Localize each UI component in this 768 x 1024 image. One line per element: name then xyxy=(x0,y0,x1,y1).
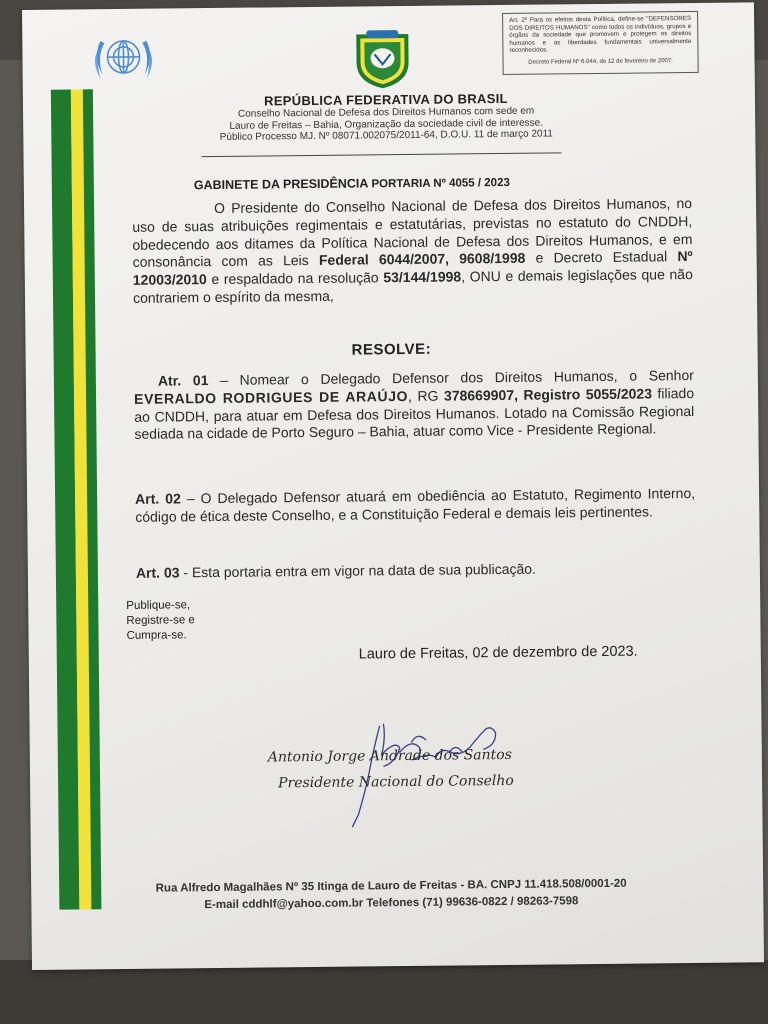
gabinete-title: GABINETE DA PRESIDÊNCIA xyxy=(193,176,369,193)
article-2-text: – O Delegado Defensor atuará em obediência ao Estatuto, Regimento Interno, código de ética deste Conselho, e a Constituição Federal e demais leis pertinentes. xyxy=(135,484,696,525)
registre-line: Registre-se e xyxy=(126,614,195,627)
footer-contact xyxy=(131,875,651,914)
portaria-number: PORTARIA Nº 4055 / 2023 xyxy=(371,176,510,191)
article-1-text-1: – Nomear o Delegado Defensor dos Direitos Humanos, o Senhor xyxy=(208,366,694,389)
preamble-text-3: e respaldado na resolução xyxy=(206,269,384,288)
resolve-heading: RESOLVE: xyxy=(351,340,432,359)
article-3-label: Art. 03 xyxy=(135,564,180,581)
preamble-text-4: , ONU e demais legislações que não contrariem o espírito da mesma, xyxy=(132,266,693,306)
decree-reference: Decreto Federal Nº 6.044, de 12 de fevereiro de 2007. xyxy=(528,58,673,66)
article-1 xyxy=(134,367,695,444)
council-line-3: Público Processo MJ. Nº 08071.002075/2011-64, D.O.U. 11 de março 2011 xyxy=(219,128,554,143)
cumpra-line: Cumpra-se. xyxy=(126,629,187,642)
place-and-date: Lauro de Freitas, 02 de dezembro de 2023. xyxy=(358,643,638,663)
preamble-text-2: e Decreto Estadual xyxy=(525,248,678,267)
publication-clause xyxy=(126,598,195,644)
header-divider xyxy=(202,152,562,157)
appointee-name: EVERALDO RODRIGUES DE ARAÚJO xyxy=(133,387,409,407)
council-seal-icon xyxy=(350,28,415,91)
preamble-text-1: O Presidente do Conselho Nacional de Defesa dos Direitos Humanos, no uso de suas atribuições regimentais e estatutárias, previstas no estatuto do CNDDH, obedecendo aos ditames da Política Nacional de Defesa dos Direitos Humanos, e em consonância com as Leis xyxy=(132,194,693,271)
article-3 xyxy=(136,559,696,583)
article-3-text: - Esta portaria entra em vigor na data de sua publicação. xyxy=(179,560,536,581)
background-floor xyxy=(0,960,768,1024)
gabinete-heading xyxy=(194,175,510,192)
preamble-law-1: Federal 6044/2007, 9608/1998 xyxy=(318,250,526,269)
article-1-text-2: , RG xyxy=(407,387,445,404)
appointee-rg-registry: 378669907, Registro 5055/2023 xyxy=(443,385,653,404)
article-2-label: Art. 02 xyxy=(135,490,181,507)
signatory-role: Presidente Nacional do Conselho xyxy=(278,772,514,792)
publique-line: Publique-se, xyxy=(126,599,191,612)
article-1-label: Atr. 01 xyxy=(157,372,209,389)
letterhead xyxy=(191,90,581,144)
republic-title: REPÚBLICA FEDERATIVA DO BRASIL xyxy=(264,90,508,109)
council-line-2: Lauro de Freitas – Bahia, Organização da sociedade civil de interesse. xyxy=(229,117,544,132)
preamble-paragraph xyxy=(132,195,693,308)
article-1-text-3: filiado ao CNDDH, para atuar em Defesa dos Direitos Humanos. Lotado na Comissão Regional sediada na cidade de Porto Seguro – Bahia, atuar como Vice - Presidente Regional. xyxy=(134,384,695,443)
article-2 xyxy=(135,485,695,526)
council-line-1: Conselho Nacional de Defesa dos Direitos Humanos com sede em xyxy=(237,105,535,120)
preamble-law-2: Nº 12003/2010 xyxy=(132,248,693,289)
preamble-resolution: 53/144/1998 xyxy=(383,268,462,286)
article-note-box xyxy=(502,11,699,75)
signatory-name: Antonio Jorge Andrade dos Santos xyxy=(267,746,512,766)
footer-email-phones: E-mail cddhlf@yahoo.com.br Telefones (71) 99636-0822 / 98263-7598 xyxy=(204,895,579,912)
un-emblem-icon xyxy=(86,31,161,90)
footer-address: Rua Alfredo Magalhães Nº 35 Itinga de Lauro de Freitas - BA. CNPJ 11.418.508/0001-20 xyxy=(155,877,627,895)
document-page xyxy=(22,2,764,970)
article-note-text: Art. 2º Para os efeitos desta Política, define-se "DEFENSORES DOS DIREITOS HUMANOS" como todos os indivíduos, grupos e órgãos da sociedade que promovem e protegem os direitos humanos e as liberdades fundamentais universalmente reconhecidos. xyxy=(509,14,692,55)
